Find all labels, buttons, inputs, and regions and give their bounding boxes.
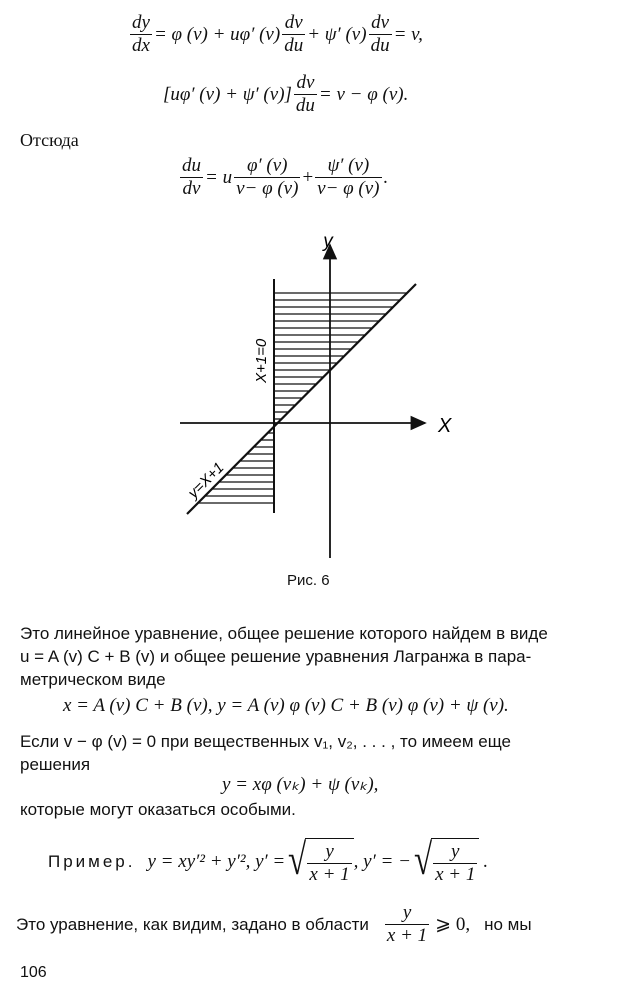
figure-caption: Рис. 6	[287, 572, 330, 589]
example-equation	[48, 835, 489, 886]
fraction-psi: $\frac{\psi' (v)}{v- \varphi (v)}$	[317, 155, 380, 199]
example-eq-a: y = xy′² + y′², y′ =	[147, 851, 286, 872]
paragraph-1-line-2: u = A (v) C + B (v) и общее решение уравнения Лагранжа в пара-	[20, 647, 532, 666]
last-line-tail: но мы	[484, 914, 532, 934]
equation-4: x = A (v) C + B (v), y = A (v) φ (v) C + B (v) φ (v) + ψ (v).	[63, 695, 509, 716]
fraction-y-over-x-plus-1-b: $\frac{y}{x + 1}$	[435, 841, 476, 885]
diagonal-line	[187, 284, 416, 514]
eq1-mid2: + ψ′ (v)	[307, 23, 367, 45]
radical-sign: √	[413, 835, 433, 884]
paragraph-2-line-2: решения	[20, 755, 91, 774]
fraction-phi: $\frac{\varphi' (v)}{v- \varphi (v)}$	[236, 155, 299, 199]
paragraph-1	[20, 622, 548, 691]
eq3-end: .	[383, 166, 389, 188]
fraction-dv-du-1: $\frac{dv}{du}$	[284, 12, 304, 56]
fraction-domain: $\frac{y}{x + 1}$	[386, 902, 428, 946]
example-label: Пример.	[48, 852, 136, 871]
fraction-dy-dx: $\frac{dy}{dx}$	[132, 12, 150, 56]
eq1-mid1: = φ (v) + uφ′ (v)	[153, 23, 281, 45]
sqrt-2	[411, 835, 479, 886]
last-line-text: Это уравнение, как видим, задано в области	[16, 914, 369, 934]
otsyuda-label: Отсюда	[20, 130, 79, 150]
equation-3	[178, 155, 388, 200]
last-line-condition: ⩾ 0,	[435, 914, 471, 935]
sqrt-1	[285, 835, 353, 886]
eq2-right: = v − φ (v).	[318, 83, 409, 105]
radical-sign: √	[288, 835, 307, 884]
x-axis-label: X	[438, 415, 452, 437]
paragraph-1-line-1: Это линейное уравнение, общее решение которого найдем в виде	[20, 624, 548, 643]
diagonal-label: y=X+1	[184, 459, 228, 502]
example-end: .	[483, 851, 489, 872]
example-eq-b: , y′ = −	[353, 851, 411, 872]
fraction-dv-du-2: $\frac{dv}{du}$	[370, 12, 390, 56]
paragraph-2	[20, 730, 511, 776]
paragraph-3: которые могут оказаться особыми.	[20, 800, 296, 819]
fraction-du-dv: $\frac{du}{dv}$	[182, 155, 201, 199]
vertical-line-label: X+1=0	[253, 338, 270, 383]
eq2-left: [uφ′ (v) + ψ′ (v)]	[163, 83, 292, 105]
fraction-y-over-x-plus-1-a: $\frac{y}{x + 1}$	[309, 841, 350, 885]
page-number: 106	[20, 964, 47, 981]
eq3-eq-u: = u	[205, 166, 233, 188]
paragraph-2-line-1: Если v − φ (v) = 0 при вещественных v₁, v₂, . . . , то имеем еще	[20, 732, 511, 751]
y-axis-label: y	[323, 231, 333, 252]
equation-1	[128, 12, 423, 57]
last-line	[16, 902, 532, 947]
figure-6	[160, 225, 460, 565]
eq1-end: = v,	[393, 23, 423, 45]
paragraph-1-line-3: метрическом виде	[20, 670, 166, 689]
fraction-dv-du-3: $\frac{dv}{du}$	[295, 72, 315, 116]
eq3-plus: +	[302, 166, 314, 188]
equation-5: y = xφ (vₖ) + ψ (vₖ),	[222, 774, 379, 795]
equation-2	[163, 72, 408, 117]
